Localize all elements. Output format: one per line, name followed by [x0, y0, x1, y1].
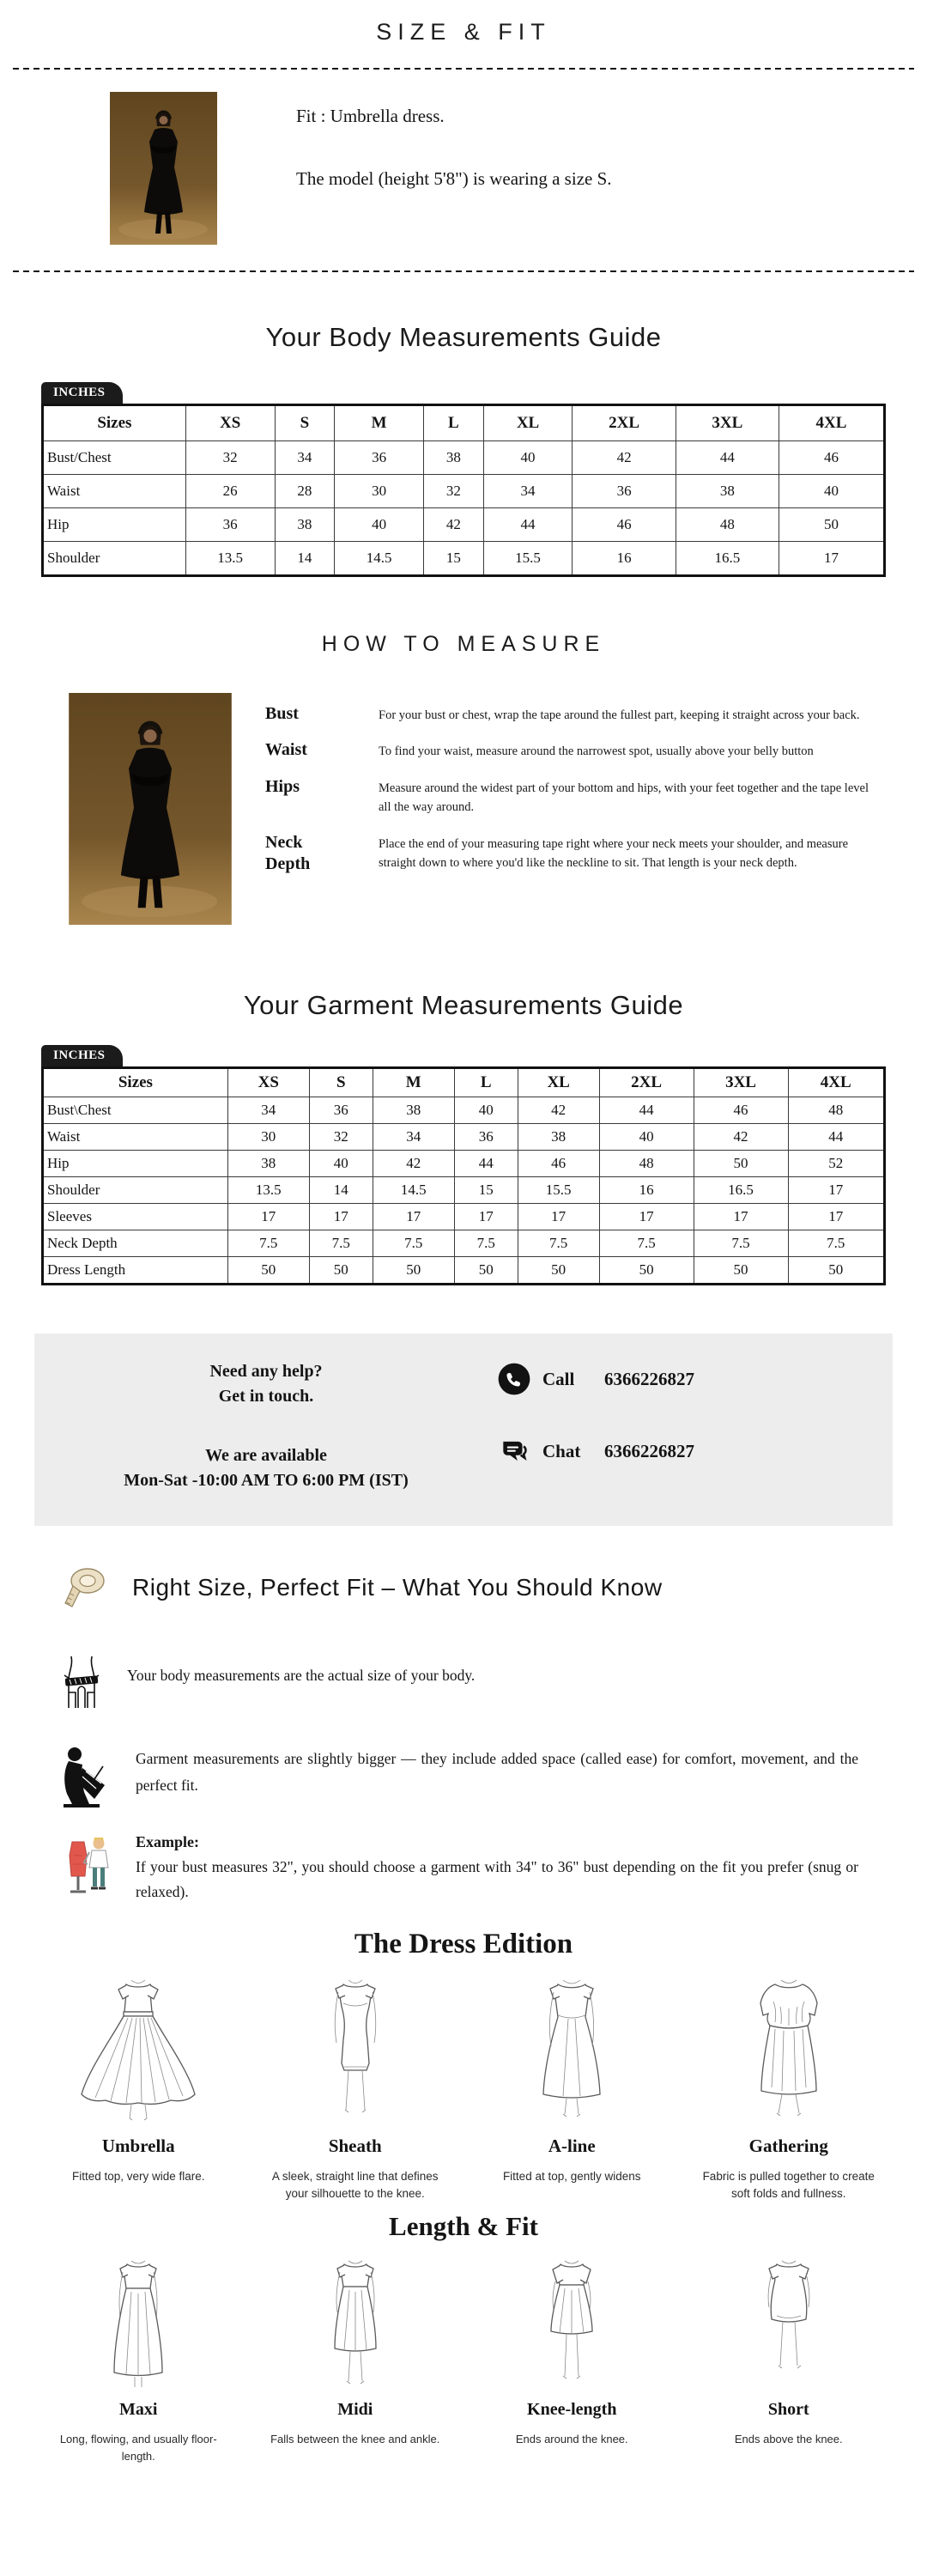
garment-ease-icon	[60, 1742, 113, 1811]
measurement-value: 30	[227, 1124, 309, 1151]
measurement-value: 38	[275, 508, 335, 542]
measurement-value: 42	[573, 441, 676, 475]
measurement-value: 7.5	[599, 1230, 694, 1257]
measurement-value: 46	[694, 1097, 788, 1124]
measure-item-waist	[265, 739, 875, 761]
table-row	[43, 1151, 885, 1177]
measurement-value: 48	[599, 1151, 694, 1177]
dress-style-card-sheath	[247, 1978, 464, 2203]
dress-style-name: A-line	[548, 2135, 596, 2156]
measurement-value: 50	[373, 1257, 454, 1285]
measurement-value: 17	[694, 1204, 788, 1230]
measurement-value: 36	[185, 508, 275, 542]
measure-term: Hips	[265, 776, 300, 796]
table-row	[43, 441, 885, 475]
measurement-value: 40	[599, 1124, 694, 1151]
measurement-value: 40	[309, 1151, 373, 1177]
measurement-value: 16	[573, 542, 676, 576]
column-header: L	[454, 1068, 518, 1097]
inches-tab[interactable]: INCHES	[41, 382, 123, 404]
measure-description: For your bust or chest, wrap the tape around the fullest part, keeping it straight across your back.	[379, 708, 860, 722]
column-header: XS	[227, 1068, 309, 1097]
measurement-value: 7.5	[373, 1230, 454, 1257]
measuring-tape-icon	[60, 1565, 110, 1610]
know-item-body	[0, 1655, 927, 1711]
example-text: If your bust measures 32", you should choose a garment with 34" to 36" bust depending on the fit you prefer (snug or relaxed).	[136, 1858, 858, 1900]
dress-style-description: Fitted at top, gently widens	[502, 2169, 641, 2183]
body-measure-icon	[60, 1655, 103, 1711]
measurement-value: 15.5	[518, 1177, 599, 1204]
measurement-value: 38	[424, 441, 484, 475]
call-label: Call	[542, 1368, 575, 1389]
measurement-value: 46	[779, 441, 885, 475]
dress-style-name: Sheath	[328, 2135, 382, 2156]
measurement-value: 50	[227, 1257, 309, 1285]
measurement-value: 7.5	[694, 1230, 788, 1257]
body-guide-title: Your Body Measurements Guide	[265, 322, 662, 352]
measurement-value: 17	[788, 1204, 884, 1230]
row-label: Waist	[43, 1124, 228, 1151]
measurement-value: 14.5	[335, 542, 424, 576]
length-style-description: Ends above the knee.	[734, 2433, 843, 2446]
garment-measurements-table	[41, 1066, 886, 1285]
measurement-value: 17	[227, 1204, 309, 1230]
midi-dress-illustration	[295, 2259, 415, 2390]
measurement-value: 7.5	[227, 1230, 309, 1257]
measurement-value: 34	[275, 441, 335, 475]
column-header: XS	[185, 405, 275, 441]
measurement-value: 15	[424, 542, 484, 576]
how-to-measure-section	[0, 693, 927, 925]
measurement-value: 50	[694, 1151, 788, 1177]
a-line-dress-illustration	[503, 1978, 640, 2122]
measurement-value: 44	[454, 1151, 518, 1177]
know-item-example	[0, 1833, 927, 1905]
measurement-value: 14	[275, 542, 335, 576]
umbrella-dress-illustration	[70, 1978, 207, 2122]
measurement-value: 7.5	[309, 1230, 373, 1257]
measurement-value: 42	[518, 1097, 599, 1124]
measurement-value: 50	[454, 1257, 518, 1285]
measurement-value: 17	[779, 542, 885, 576]
measurement-value: 50	[788, 1257, 884, 1285]
measurement-value: 44	[788, 1124, 884, 1151]
fit-section	[0, 70, 927, 245]
measurement-value: 50	[694, 1257, 788, 1285]
knee-length-dress-illustration	[512, 2259, 632, 2390]
column-header: S	[309, 1068, 373, 1097]
row-label: Waist	[43, 475, 186, 508]
measure-item-hips	[265, 776, 875, 817]
measurement-value: 42	[694, 1124, 788, 1151]
dress-style-description: Fabric is pulled together to create soft folds and fullness.	[702, 2169, 875, 2200]
measurement-value: 7.5	[454, 1230, 518, 1257]
row-label: Neck Depth	[43, 1230, 228, 1257]
chat-label: Chat	[542, 1440, 581, 1461]
measurement-value: 34	[227, 1097, 309, 1124]
fit-description: Fit : Umbrella dress.	[296, 106, 445, 126]
measurement-value: 30	[335, 475, 424, 508]
measurement-value: 16	[599, 1177, 694, 1204]
measurement-value: 17	[518, 1204, 599, 1230]
measurement-value: 48	[676, 508, 779, 542]
measurement-value: 17	[309, 1204, 373, 1230]
measurement-value: 38	[227, 1151, 309, 1177]
measurement-value: 38	[676, 475, 779, 508]
measurement-value: 46	[573, 508, 676, 542]
column-header: M	[373, 1068, 454, 1097]
length-style-card-midi	[247, 2259, 464, 2464]
measurement-value: 38	[373, 1097, 454, 1124]
measurement-value: 28	[275, 475, 335, 508]
measurement-value: 34	[373, 1124, 454, 1151]
measurement-value: 32	[424, 475, 484, 508]
measurement-value: 32	[185, 441, 275, 475]
dashed-divider-bottom	[13, 270, 914, 272]
column-header: 2XL	[599, 1068, 694, 1097]
column-header: XL	[483, 405, 573, 441]
column-header: Sizes	[43, 405, 186, 441]
table-row	[43, 1124, 885, 1151]
length-fit-grid	[30, 2259, 897, 2464]
measurement-value: 17	[599, 1204, 694, 1230]
dress-style-card-umbrella	[30, 1978, 247, 2203]
how-to-measure-title: HOW TO MEASURE	[321, 632, 606, 656]
call-number[interactable]: 6366226827	[604, 1368, 694, 1389]
table-row	[43, 1097, 885, 1124]
know-item-text: Garment measurements are slightly bigger — they include added space (called ease) for comfort, movement, and the perfect fit.	[136, 1750, 858, 1794]
measurement-value: 36	[309, 1097, 373, 1124]
column-header: 3XL	[694, 1068, 788, 1097]
measurement-value: 32	[309, 1124, 373, 1151]
help-heading-line1: Need any help?	[209, 1362, 323, 1381]
model-size-note: The model (height 5'8") is wearing a size S.	[296, 168, 612, 189]
length-style-description: Ends around the knee.	[515, 2433, 628, 2446]
length-style-card-maxi	[30, 2259, 247, 2464]
length-style-name: Midi	[337, 2400, 373, 2420]
know-item-garment	[0, 1742, 927, 1811]
garment-guide-title: Your Garment Measurements Guide	[243, 990, 684, 1020]
dress-style-card-a-line	[464, 1978, 681, 2203]
column-header: 3XL	[676, 405, 779, 441]
tailor-example-icon	[60, 1833, 115, 1900]
measurement-value: 14.5	[373, 1177, 454, 1204]
measurement-value: 36	[454, 1124, 518, 1151]
example-heading: Example:	[136, 1833, 199, 1850]
product-photo	[110, 92, 217, 245]
row-label: Hip	[43, 508, 186, 542]
measurement-value: 14	[309, 1177, 373, 1204]
table-header-row	[43, 405, 885, 441]
length-style-name: Short	[767, 2400, 809, 2420]
measurement-value: 42	[373, 1151, 454, 1177]
column-header: S	[275, 405, 335, 441]
help-contact-box	[34, 1334, 893, 1526]
row-label: Shoulder	[43, 1177, 228, 1204]
gathering-dress-illustration	[720, 1978, 857, 2122]
body-measurements-table	[41, 404, 886, 577]
length-style-description: Long, flowing, and usually floor-length.	[59, 2433, 217, 2463]
measurement-value: 26	[185, 475, 275, 508]
measurement-value: 36	[573, 475, 676, 508]
measurement-value: 40	[454, 1097, 518, 1124]
measurement-value: 34	[483, 475, 573, 508]
page-title: SIZE & FIT	[376, 19, 551, 45]
measurement-value: 44	[483, 508, 573, 542]
measure-item-bust	[265, 703, 875, 725]
measurement-value: 50	[599, 1257, 694, 1285]
table-row	[43, 508, 885, 542]
measurement-value: 40	[483, 441, 573, 475]
table-row	[43, 1230, 885, 1257]
row-label: Hip	[43, 1151, 228, 1177]
measurement-value: 13.5	[227, 1177, 309, 1204]
know-section-heading	[0, 1565, 927, 1610]
measurement-value: 15.5	[483, 542, 573, 576]
row-label: Bust\Chest	[43, 1097, 228, 1124]
length-style-name: Maxi	[119, 2400, 158, 2420]
measurement-value: 13.5	[185, 542, 275, 576]
measurement-value: 40	[335, 508, 424, 542]
maxi-dress-illustration	[78, 2259, 198, 2390]
table-row	[43, 542, 885, 576]
length-fit-title: Length & Fit	[389, 2211, 538, 2242]
availability-line2: Mon-Sat -10:00 AM TO 6:00 PM (IST)	[124, 1471, 409, 1490]
row-label: Shoulder	[43, 542, 186, 576]
short-dress-illustration	[729, 2259, 849, 2390]
row-label: Bust/Chest	[43, 441, 186, 475]
dress-style-description: Fitted top, very wide flare.	[71, 2169, 205, 2183]
row-label: Sleeves	[43, 1204, 228, 1230]
length-style-name: Knee-length	[527, 2400, 617, 2420]
measurement-value: 16.5	[676, 542, 779, 576]
table-header-row	[43, 1068, 885, 1097]
measurement-value: 44	[599, 1097, 694, 1124]
measurement-value: 44	[676, 441, 779, 475]
chat-contact[interactable]	[498, 1435, 893, 1467]
inches-tab[interactable]: INCHES	[41, 1045, 123, 1066]
measurement-value: 38	[518, 1124, 599, 1151]
availability-line1: We are available	[205, 1446, 327, 1465]
measure-term: Neck Depth	[265, 832, 311, 873]
measurement-value: 50	[518, 1257, 599, 1285]
measurement-value: 42	[424, 508, 484, 542]
measurement-value: 17	[373, 1204, 454, 1230]
column-header: M	[335, 405, 424, 441]
column-header: XL	[518, 1068, 599, 1097]
phone-icon	[498, 1363, 530, 1395]
measurement-value: 52	[788, 1151, 884, 1177]
table-row	[43, 1204, 885, 1230]
measure-description: To find your waist, measure around the narrowest spot, usually above your belly button	[379, 744, 814, 759]
measure-model-photo	[64, 693, 236, 925]
measurement-value: 48	[788, 1097, 884, 1124]
dress-style-description: A sleek, straight line that defines your silhouette to the knee.	[271, 2169, 439, 2200]
help-heading-line2: Get in touch.	[218, 1387, 314, 1406]
length-style-card-short	[681, 2259, 898, 2464]
column-header: 2XL	[573, 405, 676, 441]
measurement-value: 15	[454, 1177, 518, 1204]
column-header: L	[424, 405, 484, 441]
measure-description: Measure around the widest part of your bottom and hips, with your feet together and the tape level all the way around.	[379, 781, 869, 815]
chat-number[interactable]: 6366226827	[604, 1440, 694, 1461]
know-item-text: Your body measurements are the actual size of your body.	[127, 1667, 476, 1684]
measurement-value: 36	[335, 441, 424, 475]
measurement-value: 50	[779, 508, 885, 542]
table-row	[43, 1177, 885, 1204]
length-style-description: Falls between the knee and ankle.	[270, 2433, 440, 2446]
column-header: 4XL	[788, 1068, 884, 1097]
measure-description: Place the end of your measuring tape right where your neck meets your shoulder, and measure straight down to where you'd like the neckline to sit. That length is your neck depth.	[379, 836, 849, 871]
call-contact[interactable]	[498, 1363, 893, 1395]
measurement-value: 7.5	[518, 1230, 599, 1257]
measurement-value: 17	[454, 1204, 518, 1230]
measure-term: Waist	[265, 740, 307, 760]
row-label: Dress Length	[43, 1257, 228, 1285]
measurement-value: 50	[309, 1257, 373, 1285]
measurement-value: 40	[779, 475, 885, 508]
measurement-value: 16.5	[694, 1177, 788, 1204]
chat-icon	[498, 1435, 530, 1467]
sheath-dress-illustration	[287, 1978, 424, 2122]
dress-style-name: Gathering	[748, 2135, 828, 2156]
measure-item-neck-depth	[265, 832, 875, 875]
measurement-value: 17	[788, 1177, 884, 1204]
dress-edition-title: The Dress Edition	[354, 1928, 573, 1959]
measurement-value: 7.5	[788, 1230, 884, 1257]
table-row	[43, 475, 885, 508]
measurement-value: 46	[518, 1151, 599, 1177]
length-style-card-knee-length	[464, 2259, 681, 2464]
table-row	[43, 1257, 885, 1285]
column-header: Sizes	[43, 1068, 228, 1097]
measure-term: Bust	[265, 704, 299, 723]
know-section-title: Right Size, Perfect Fit – What You Should Know	[132, 1574, 663, 1601]
dress-style-card-gathering	[681, 1978, 898, 2203]
dress-edition-grid	[30, 1978, 897, 2203]
column-header: 4XL	[779, 405, 885, 441]
dress-style-name: Umbrella	[101, 2135, 175, 2156]
